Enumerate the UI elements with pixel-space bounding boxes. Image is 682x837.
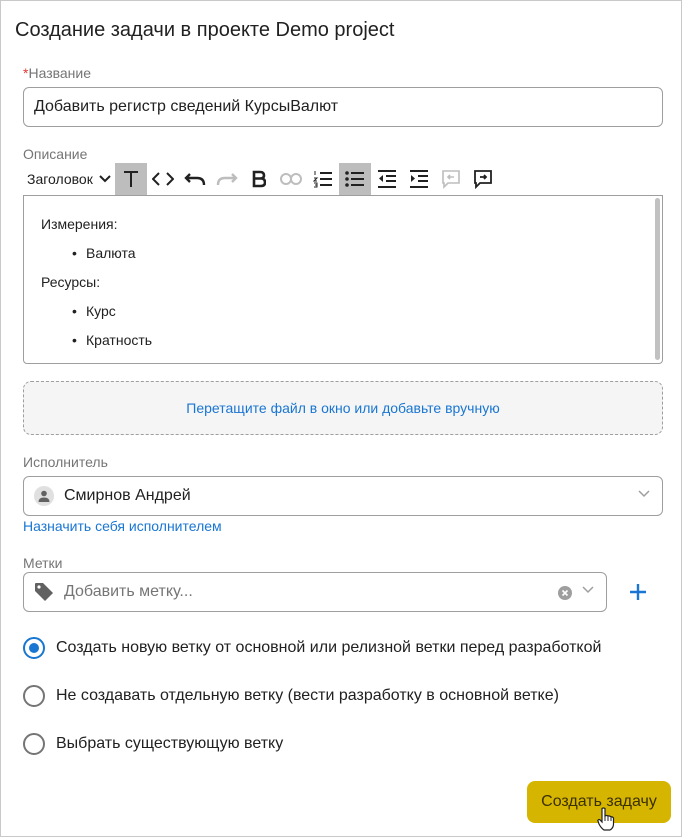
name-label [23, 65, 91, 81]
radio-unchecked[interactable] [23, 685, 45, 707]
add-comment-button[interactable] [467, 163, 499, 195]
editor-list-item [72, 303, 116, 319]
branch-option-label: Создать новую ветку от основной или релизной ветки перед разработкой [56, 639, 602, 656]
text-style-icon [121, 169, 141, 189]
clear-icon[interactable] [558, 586, 572, 600]
person-icon [38, 490, 50, 502]
editor-list-item-text: Валюта [86, 245, 136, 261]
indent-button[interactable] [403, 163, 435, 195]
description-label: Описание [23, 146, 88, 162]
heading-select-label: Заголовок [27, 171, 93, 187]
editor-scrollbar[interactable] [655, 198, 660, 360]
redo-button[interactable] [211, 163, 243, 195]
radio-checked[interactable] [23, 637, 45, 659]
undo-icon [184, 171, 206, 187]
comment-add-icon [473, 169, 493, 189]
bold-icon [252, 170, 266, 188]
bullet-list-icon [345, 171, 365, 187]
text-style-button[interactable] [115, 163, 147, 195]
required-mark: * [23, 65, 29, 81]
editor-list-item [72, 332, 152, 348]
chevron-down-icon[interactable] [582, 586, 594, 594]
bold-button[interactable] [243, 163, 275, 195]
assignee-select[interactable] [23, 476, 663, 516]
code-icon [152, 171, 174, 187]
editor-paragraph: Измерения: [41, 216, 118, 232]
branch-option-none[interactable] [23, 685, 559, 707]
avatar [34, 486, 54, 506]
create-task-button[interactable]: Создать задачу [527, 781, 671, 823]
outdent-button[interactable] [371, 163, 403, 195]
comment-remove-icon [441, 169, 461, 189]
undo-button[interactable] [179, 163, 211, 195]
file-dropzone[interactable] [23, 381, 663, 435]
indent-icon [409, 170, 429, 188]
name-label-text: Название [28, 65, 92, 81]
assignee-label: Исполнитель [23, 454, 108, 470]
outdent-icon [377, 170, 397, 188]
link-button[interactable] [275, 163, 307, 195]
remove-comment-button[interactable] [435, 163, 467, 195]
editor-list-item-text: Кратность [86, 332, 153, 348]
redo-icon [216, 171, 238, 187]
editor-list-item [72, 245, 136, 261]
editor-paragraph: Ресурсы: [41, 274, 101, 290]
ordered-list-button[interactable] [307, 163, 339, 195]
tags-input[interactable] [23, 572, 607, 612]
assignee-value: Смирнов Андрей [64, 487, 191, 504]
heading-select[interactable] [23, 163, 115, 195]
branch-option-existing[interactable] [23, 733, 283, 755]
assign-self-link[interactable]: Назначить себя исполнителем [23, 518, 222, 534]
editor-list-item-text: Курс [86, 303, 116, 319]
branch-option-label: Выбрать существующую ветку [56, 735, 284, 752]
hand-cursor-icon [597, 807, 615, 831]
branch-option-label: Не создавать отдельную ветку (вести разработку в основной ветке) [56, 687, 559, 704]
editor-toolbar [23, 163, 499, 195]
link-icon [280, 173, 302, 185]
add-tag-plus-icon[interactable] [627, 581, 649, 603]
branch-option-new[interactable] [23, 637, 601, 659]
chevron-down-icon [638, 490, 650, 498]
name-input[interactable] [23, 87, 663, 127]
radio-unchecked[interactable] [23, 733, 45, 755]
chevron-down-icon [99, 175, 111, 183]
description-editor[interactable] [23, 195, 663, 364]
ordered-list-icon [313, 170, 333, 188]
tag-icon [34, 582, 54, 602]
bullet-list-button[interactable] [339, 163, 371, 195]
name-input-value: Добавить регистр сведений КурсыВалют [34, 98, 339, 115]
code-button[interactable] [147, 163, 179, 195]
dropzone-text: Перетащите файл в окно или добавьте вручную [186, 400, 500, 416]
page-title: Создание задачи в проекте Demo project [15, 19, 395, 41]
tags-label: Метки [23, 555, 63, 571]
tags-placeholder: Добавить метку... [64, 583, 193, 600]
